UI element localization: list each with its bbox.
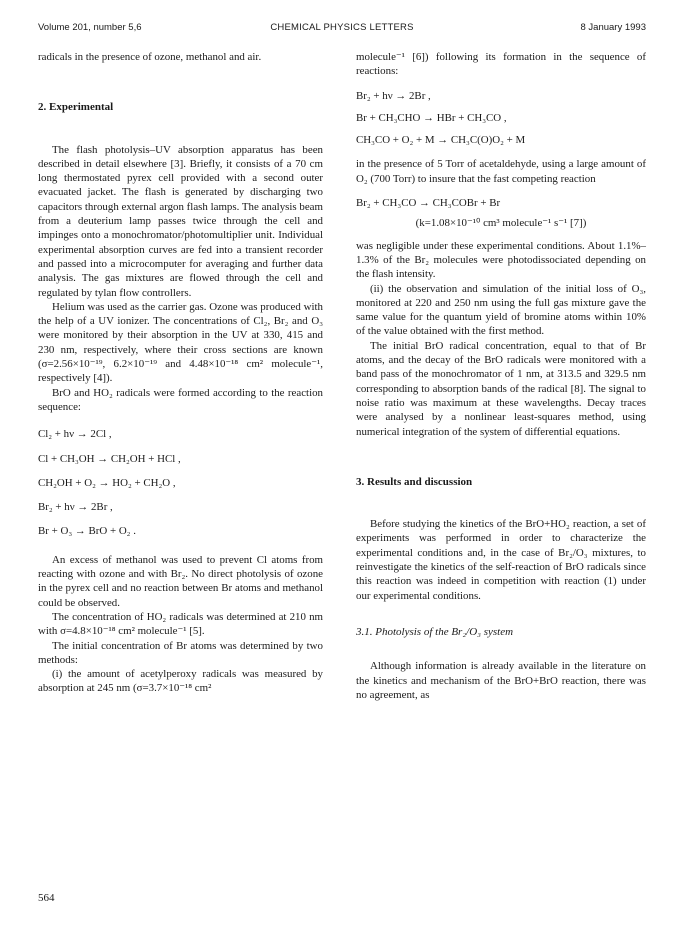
running-header	[38, 22, 646, 36]
reaction-equation: Br₂ + hν → 2Br ,	[38, 501, 113, 514]
paragraph: BrO and HO₂ radicals were formed according to the reaction sequence:	[38, 386, 323, 413]
paragraph: An excess of methanol was used to prevent Cl atoms from reacting with ozone and with Br₂. No direct photolysis of ozone in the pyrex cell and no reaction between Br atoms and methanol could be observed.	[38, 553, 323, 609]
paragraph: was negligible under these experimental conditions. About 1.1%–1.3% of the Br₂ molecules were photodissociated depending on the flash intensity.	[356, 239, 646, 281]
paragraph: Helium was used as the carrier gas. Ozone was produced with the help of a UV ionizer. The concentrations of Cl₂, Br₂ and O₃ were monitored by their absorption in the UV at 330, 415 and 230 nm, respectively, where their cross sections are known (σ=2.56×10⁻¹⁹, 6.2×10⁻¹⁹ and 4.48×10⁻¹⁸ cm² molecule⁻¹, respectively [4]).	[38, 300, 323, 385]
rate-constant: (k=1.08×10⁻¹⁰ cm³ molecule⁻¹ s⁻¹ [7])	[415, 217, 587, 230]
reaction-equation: CH₃CO + O₂ + M → CH₃C(O)O₂ + M	[356, 134, 526, 147]
section-heading-results: 3. Results and discussion	[356, 475, 473, 488]
page-number: 564	[38, 892, 55, 904]
journal-volume: Volume 201, number 5,6	[38, 22, 142, 33]
paragraph: Although information is already available in the literature on the kinetics and mechanism of the BrO+BrO reaction, there was no agreement, as	[356, 660, 646, 701]
paragraph: molecule⁻¹ [6]) following its formation in the sequence of reactions:	[356, 51, 646, 78]
reaction-equation: Br₂ + CH₃CO → CH₃COBr + Br	[356, 197, 501, 210]
reaction-equation: Br + CH₃CHO → HBr + CH₃CO ,	[356, 111, 507, 124]
subsection-heading: 3.1. Photolysis of the Br₂/O₃ system	[356, 625, 514, 638]
paragraph: The concentration of HO₂ radicals was determined at 210 nm with σ=4.8×10⁻¹⁸ cm² molecule⁻¹ [5].	[38, 610, 323, 638]
journal-title: CHEMICAL PHYSICS LETTERS	[270, 22, 414, 33]
reaction-equation: CH₂OH + O₂ → HO₂ + CH₂O ,	[38, 476, 176, 489]
paragraph: The initial concentration of Br atoms was determined by two methods:	[38, 639, 323, 666]
right-column	[356, 50, 646, 702]
paragraph: The initial BrO radical concentration, equal to that of Br atoms, and the decay of the BrO radicals were monitored with a band pass of the monochromator of 1 nm, at 313.5 and 329.5 nm corresponding to absorption bands of the radical [8]. The signal to noise ratio was maximum at these wavelengths. Decay traces were analysed by a nonlinear least-squares method, using numerical integration of the system of differential equations.	[356, 339, 646, 438]
paragraph: in the presence of 5 Torr of acetaldehyde, using a large amount of O₂ (700 Torr) to insure that the fast competing reaction	[356, 158, 646, 185]
issue-date: 8 January 1993	[580, 22, 646, 33]
paragraph: Before studying the kinetics of the BrO+HO₂ reaction, a set of experiments was performed in order to characterize the experimental conditions and, in the case of Br₂/O₃ mixtures, to reinvestigate the kinetics of the self-reaction of BrO radicals since this reaction was indeed in competition with reaction (1) under our experimental conditions.	[356, 518, 646, 602]
paragraph: (ii) the observation and simulation of the initial loss of O₃, monitored at 220 and 250 nm using the full gas mixture gave the same value for the quantum yield of bromine atoms within 10% of the value obtained with the first method.	[356, 282, 646, 338]
reaction-equation: Br + O₃ → BrO + O₂ .	[38, 525, 136, 538]
left-column	[38, 50, 323, 696]
paragraph: The flash photolysis–UV absorption apparatus has been described in detail elsewhere [3]. Briefly, it consists of a 70 cm long thermostated pyrex cell provided with a second outer evacuated jacket. The flash is generated by discharging two capacitors through external argon flash lamps. The analysis beam from a deuterium lamp passes twice through the cell and impinges onto a monochromator/photomultiplier unit. Individual experimental absorption curves are fed into a transient recorder and passed into a microcomputer for averaging and further data analysis. The gas mixtures are flowed through the cell and regulated by tylan flow controllers.	[38, 143, 323, 299]
paragraph: radicals in the presence of ozone, methanol and air.	[38, 51, 262, 63]
section-heading-experimental: 2. Experimental	[38, 101, 114, 114]
reaction-equation: Cl₂ + hν → 2Cl ,	[38, 428, 112, 441]
reaction-equation: Br₂ + hν → 2Br ,	[356, 89, 431, 102]
paragraph: (i) the amount of acetylperoxy radicals was measured by absorption at 245 nm (σ=3.7×10⁻¹⁸ cm²	[38, 668, 323, 695]
reaction-equation: Cl + CH₃OH → CH₂OH + HCl ,	[38, 452, 181, 465]
